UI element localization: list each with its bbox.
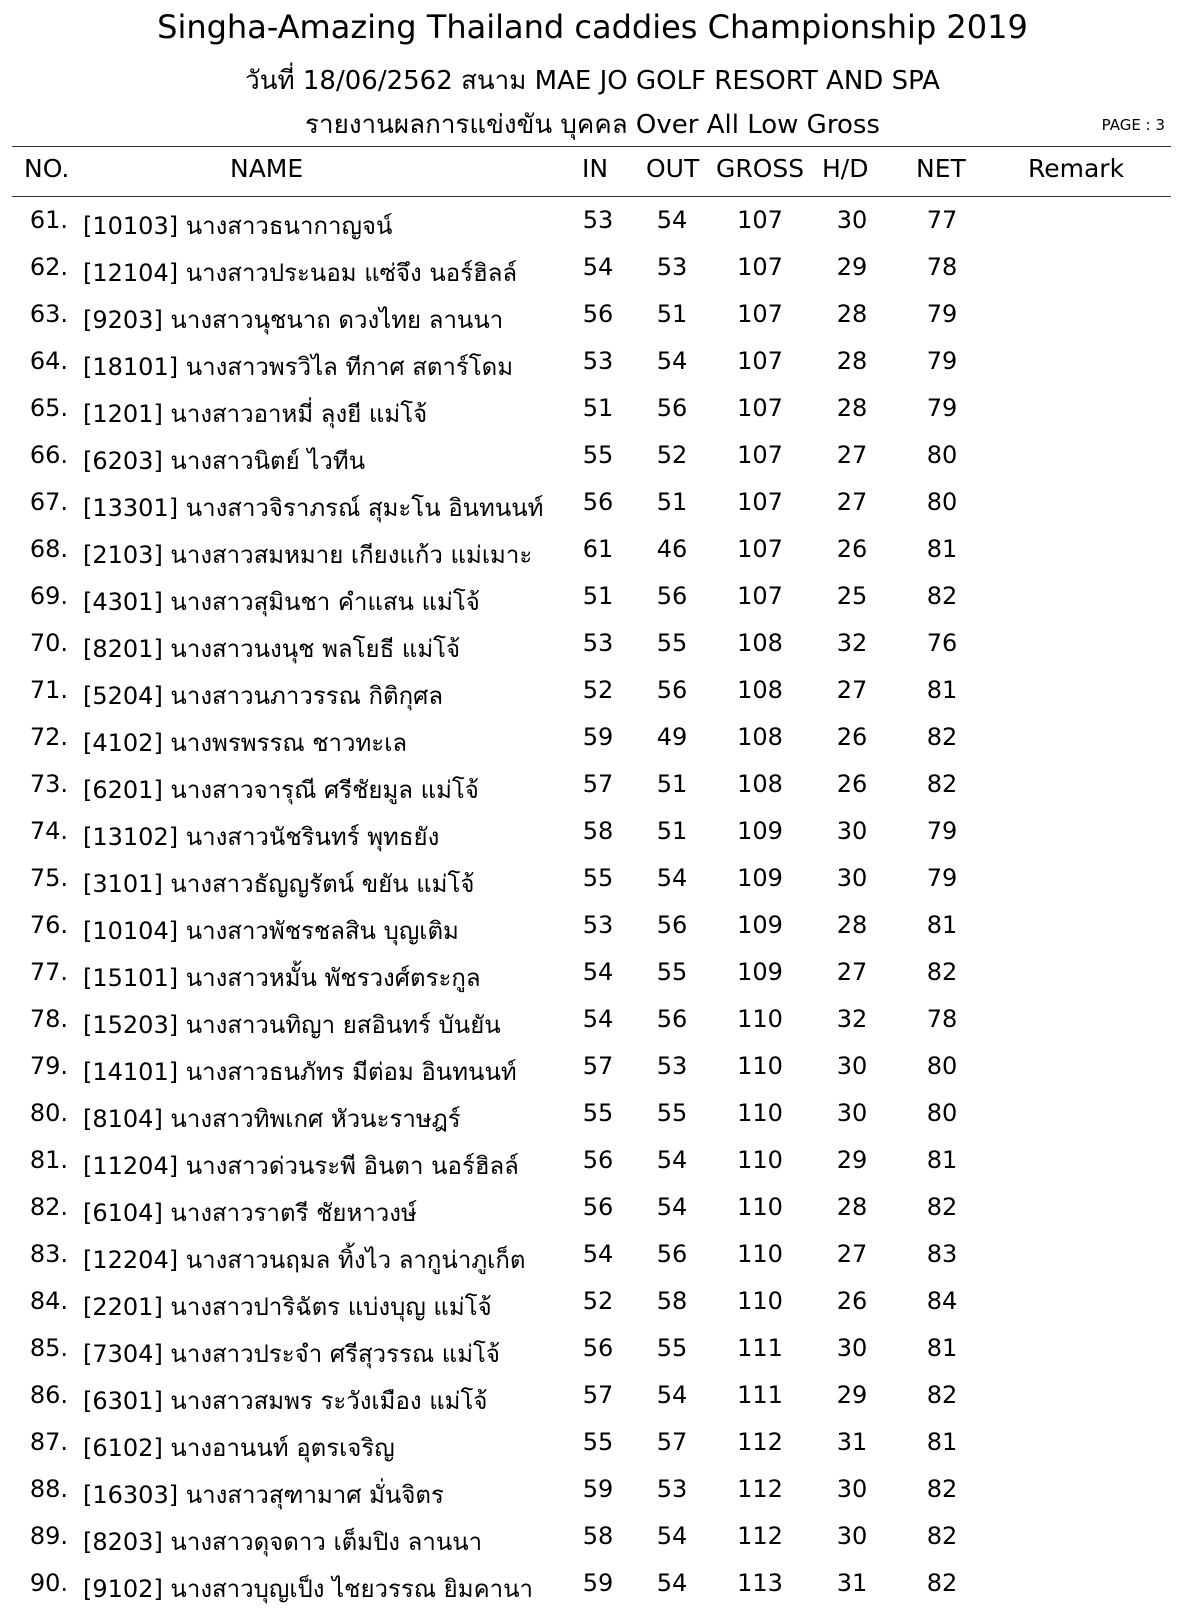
cell-hd: 28	[836, 347, 868, 375]
cell-in: 55	[582, 1099, 614, 1127]
cell-hd: 26	[836, 1287, 868, 1315]
cell-net: 81	[926, 676, 958, 704]
cell-no: 84.	[29, 1287, 68, 1315]
cell-no: 81.	[29, 1146, 68, 1174]
cell-gross: 107	[737, 488, 783, 516]
table-row	[0, 623, 1185, 670]
cell-out: 54	[656, 1522, 688, 1550]
cell-hd: 27	[836, 676, 868, 704]
cell-net: 78	[926, 1005, 958, 1033]
cell-no: 71.	[29, 676, 68, 704]
cell-out: 56	[656, 1240, 688, 1268]
cell-in: 56	[582, 1193, 614, 1221]
cell-out: 54	[656, 1146, 688, 1174]
cell-out: 53	[656, 253, 688, 281]
cell-net: 81	[926, 1146, 958, 1174]
cell-gross: 107	[737, 582, 783, 610]
cell-net: 80	[926, 1099, 958, 1127]
cell-gross: 109	[737, 911, 783, 939]
report-title: Singha-Amazing Thailand caddies Championship 2019	[157, 8, 1028, 46]
cell-name: [15203] นางสาวนทิญา ยสอินทร์ บันยัน	[83, 1011, 501, 1039]
table-row	[0, 576, 1185, 623]
cell-out: 55	[656, 958, 688, 986]
column-header-remark: Remark	[1028, 154, 1125, 183]
results-table	[0, 200, 1185, 1610]
cell-no: 61.	[29, 206, 68, 234]
cell-gross: 110	[737, 1146, 783, 1174]
table-row	[0, 482, 1185, 529]
table-row	[0, 247, 1185, 294]
table-row	[0, 670, 1185, 717]
cell-hd: 29	[836, 1381, 868, 1409]
cell-hd: 30	[836, 817, 868, 845]
cell-hd: 29	[836, 253, 868, 281]
cell-net: 79	[926, 347, 958, 375]
table-row	[0, 1563, 1185, 1610]
cell-name: [11204] นางสาวด่วนระพี อินตา นอร์ฮิลล์	[83, 1152, 519, 1180]
table-row	[0, 764, 1185, 811]
cell-out: 58	[656, 1287, 688, 1315]
column-header-gross: GROSS	[716, 154, 805, 183]
cell-in: 54	[582, 1240, 614, 1268]
cell-out: 56	[656, 676, 688, 704]
cell-out: 54	[656, 1381, 688, 1409]
cell-gross: 113	[737, 1569, 783, 1597]
cell-hd: 30	[836, 1475, 868, 1503]
cell-in: 53	[582, 347, 614, 375]
cell-out: 55	[656, 1334, 688, 1362]
cell-in: 51	[582, 582, 614, 610]
cell-in: 61	[582, 535, 614, 563]
cell-net: 76	[926, 629, 958, 657]
cell-name: [4301] นางสาวสุมินชา คำแสน แม่โจ้	[83, 588, 480, 616]
cell-out: 55	[656, 629, 688, 657]
cell-hd: 27	[836, 1240, 868, 1268]
cell-in: 55	[582, 864, 614, 892]
cell-out: 53	[656, 1475, 688, 1503]
cell-name: [8203] นางสาวดุจดาว เต็มปิง ลานนา	[83, 1528, 483, 1556]
cell-out: 54	[656, 206, 688, 234]
table-row	[0, 905, 1185, 952]
table-row	[0, 1422, 1185, 1469]
cell-gross: 112	[737, 1522, 783, 1550]
table-row	[0, 1516, 1185, 1563]
cell-hd: 26	[836, 535, 868, 563]
cell-no: 86.	[29, 1381, 68, 1409]
cell-gross: 109	[737, 958, 783, 986]
cell-out: 49	[656, 723, 688, 751]
cell-net: 79	[926, 300, 958, 328]
cell-gross: 108	[737, 629, 783, 657]
cell-gross: 108	[737, 676, 783, 704]
cell-name: [9203] นางสาวนุชนาถ ดวงไทย ลานนา	[83, 306, 504, 334]
cell-net: 82	[926, 1381, 958, 1409]
cell-in: 59	[582, 723, 614, 751]
column-header-in: IN	[582, 154, 609, 183]
cell-no: 85.	[29, 1334, 68, 1362]
table-row	[0, 999, 1185, 1046]
cell-in: 59	[582, 1475, 614, 1503]
cell-no: 65.	[29, 394, 68, 422]
cell-out: 56	[656, 1005, 688, 1033]
table-row	[0, 1093, 1185, 1140]
cell-gross: 110	[737, 1287, 783, 1315]
cell-no: 64.	[29, 347, 68, 375]
cell-net: 77	[926, 206, 958, 234]
cell-net: 82	[926, 1475, 958, 1503]
cell-name: [16303] นางสาวสุฑามาศ มั่นจิตร	[83, 1481, 444, 1509]
column-header-no: NO.	[24, 154, 70, 183]
cell-net: 81	[926, 911, 958, 939]
cell-hd: 30	[836, 1052, 868, 1080]
cell-in: 57	[582, 1381, 614, 1409]
cell-net: 81	[926, 1334, 958, 1362]
table-row	[0, 294, 1185, 341]
cell-hd: 27	[836, 488, 868, 516]
cell-name: [2201] นางสาวปาริฉัตร แบ่งบุญ แม่โจ้	[83, 1293, 492, 1321]
column-header-out: OUT	[646, 154, 700, 183]
cell-out: 57	[656, 1428, 688, 1456]
cell-in: 54	[582, 1005, 614, 1033]
table-row	[0, 952, 1185, 999]
cell-gross: 110	[737, 1240, 783, 1268]
cell-net: 79	[926, 394, 958, 422]
cell-in: 56	[582, 300, 614, 328]
cell-net: 82	[926, 1193, 958, 1221]
cell-no: 82.	[29, 1193, 68, 1221]
cell-in: 58	[582, 1522, 614, 1550]
cell-hd: 27	[836, 958, 868, 986]
cell-name: [14101] นางสาวธนภัทร มีต่อม อินทนนท์	[83, 1058, 517, 1086]
cell-in: 52	[582, 676, 614, 704]
cell-gross: 109	[737, 864, 783, 892]
cell-out: 54	[656, 1193, 688, 1221]
cell-gross: 107	[737, 535, 783, 563]
cell-no: 87.	[29, 1428, 68, 1456]
cell-net: 79	[926, 817, 958, 845]
cell-net: 80	[926, 1052, 958, 1080]
cell-no: 77.	[29, 958, 68, 986]
cell-net: 82	[926, 723, 958, 751]
cell-net: 84	[926, 1287, 958, 1315]
cell-net: 83	[926, 1240, 958, 1268]
table-row	[0, 1328, 1185, 1375]
cell-name: [12104] นางสาวประนอม แซ่จึง นอร์ฮิลล์	[83, 259, 518, 287]
cell-no: 76.	[29, 911, 68, 939]
cell-gross: 110	[737, 1193, 783, 1221]
cell-in: 57	[582, 1052, 614, 1080]
cell-gross: 110	[737, 1052, 783, 1080]
cell-no: 73.	[29, 770, 68, 798]
cell-net: 80	[926, 441, 958, 469]
cell-hd: 28	[836, 300, 868, 328]
cell-no: 68.	[29, 535, 68, 563]
cell-in: 55	[582, 1428, 614, 1456]
cell-no: 69.	[29, 582, 68, 610]
cell-in: 54	[582, 958, 614, 986]
cell-name: [6301] นางสาวสมพร ระวังเมือง แม่โจ้	[83, 1387, 488, 1415]
cell-name: [10104] นางสาวพัชรชลสิน บุญเติม	[83, 917, 459, 945]
cell-out: 51	[656, 488, 688, 516]
cell-in: 53	[582, 629, 614, 657]
cell-gross: 107	[737, 394, 783, 422]
cell-net: 81	[926, 535, 958, 563]
column-header-name: NAME	[230, 154, 304, 183]
table-row	[0, 1234, 1185, 1281]
cell-net: 81	[926, 1428, 958, 1456]
cell-no: 90.	[29, 1569, 68, 1597]
cell-in: 56	[582, 1146, 614, 1174]
table-row	[0, 1281, 1185, 1328]
cell-hd: 30	[836, 1522, 868, 1550]
cell-name: [6201] นางสาวจารุณี ศรีชัยมูล แม่โจ้	[83, 776, 479, 804]
cell-gross: 110	[737, 1005, 783, 1033]
table-row	[0, 200, 1185, 247]
cell-hd: 32	[836, 1005, 868, 1033]
cell-in: 56	[582, 488, 614, 516]
cell-name: [8104] นางสาวทิพเกศ หัวนะราษฎร์	[83, 1105, 461, 1133]
table-row	[0, 1140, 1185, 1187]
cell-name: [8201] นางสาวนงนุช พลโยธี แม่โจ้	[83, 635, 461, 663]
cell-gross: 108	[737, 723, 783, 751]
cell-gross: 111	[737, 1334, 783, 1362]
cell-out: 56	[656, 582, 688, 610]
cell-hd: 30	[836, 206, 868, 234]
cell-no: 67.	[29, 488, 68, 516]
cell-hd: 31	[836, 1428, 868, 1456]
report-name: รายงานผลการแข่งขัน บุคคล Over All Low Gross	[305, 110, 880, 140]
cell-no: 88.	[29, 1475, 68, 1503]
cell-gross: 109	[737, 817, 783, 845]
cell-no: 72.	[29, 723, 68, 751]
cell-hd: 31	[836, 1569, 868, 1597]
cell-in: 59	[582, 1569, 614, 1597]
column-header-hd: H/D	[822, 154, 869, 183]
cell-out: 56	[656, 911, 688, 939]
cell-hd: 26	[836, 723, 868, 751]
cell-hd: 30	[836, 1334, 868, 1362]
cell-gross: 107	[737, 206, 783, 234]
cell-net: 80	[926, 488, 958, 516]
cell-hd: 28	[836, 911, 868, 939]
cell-out: 51	[656, 817, 688, 845]
cell-name: [9102] นางสาวบุญเป็ง ไชยวรรณ ยิมคานา	[83, 1575, 533, 1603]
cell-out: 51	[656, 300, 688, 328]
header-top-divider	[12, 146, 1171, 147]
cell-in: 56	[582, 1334, 614, 1362]
cell-name: [1201] นางสาวอาหมี่ ลุงยี แม่โจ้	[83, 400, 428, 428]
cell-no: 79.	[29, 1052, 68, 1080]
cell-hd: 28	[836, 394, 868, 422]
cell-hd: 30	[836, 864, 868, 892]
cell-gross: 107	[737, 441, 783, 469]
report-subtitle: วันที่ 18/06/2562 สนาม MAE JO GOLF RESORT AND SPA	[245, 66, 940, 96]
cell-hd: 26	[836, 770, 868, 798]
cell-out: 53	[656, 1052, 688, 1080]
cell-out: 54	[656, 1569, 688, 1597]
table-row	[0, 388, 1185, 435]
cell-in: 53	[582, 206, 614, 234]
table-row	[0, 1187, 1185, 1234]
page-number: PAGE : 3	[1101, 116, 1165, 134]
table-row	[0, 435, 1185, 482]
cell-out: 55	[656, 1099, 688, 1127]
cell-in: 57	[582, 770, 614, 798]
cell-hd: 25	[836, 582, 868, 610]
cell-no: 80.	[29, 1099, 68, 1127]
cell-in: 54	[582, 253, 614, 281]
cell-no: 75.	[29, 864, 68, 892]
cell-hd: 29	[836, 1146, 868, 1174]
cell-hd: 27	[836, 441, 868, 469]
cell-name: [6203] นางสาวนิตย์ ไวทีน	[83, 447, 366, 475]
cell-name: [5204] นางสาวนภาวรรณ กิติกุศล	[83, 682, 444, 710]
cell-no: 70.	[29, 629, 68, 657]
cell-name: [13301] นางสาวจิราภรณ์ สุมะโน อินทนนท์	[83, 494, 544, 522]
cell-net: 79	[926, 864, 958, 892]
cell-no: 89.	[29, 1522, 68, 1550]
table-row	[0, 1469, 1185, 1516]
cell-out: 54	[656, 347, 688, 375]
cell-net: 82	[926, 958, 958, 986]
table-row	[0, 717, 1185, 764]
cell-hd: 30	[836, 1099, 868, 1127]
table-row	[0, 529, 1185, 576]
header-bottom-divider	[12, 196, 1171, 197]
cell-name: [18101] นางสาวพรวิไล ทีกาศ สตาร์โดม	[83, 353, 514, 381]
cell-name: [10103] นางสาวธนากาญจน์	[83, 212, 393, 240]
cell-no: 63.	[29, 300, 68, 328]
cell-hd: 28	[836, 1193, 868, 1221]
cell-out: 56	[656, 394, 688, 422]
cell-name: [12204] นางสาวนฤมล ทิ้งไว ลากูน่าภูเก็ต	[83, 1246, 526, 1274]
cell-in: 53	[582, 911, 614, 939]
cell-name: [2103] นางสาวสมหมาย เกียงแก้ว แม่เมาะ	[83, 541, 533, 569]
cell-out: 51	[656, 770, 688, 798]
table-row	[0, 811, 1185, 858]
cell-gross: 111	[737, 1381, 783, 1409]
cell-in: 51	[582, 394, 614, 422]
cell-hd: 32	[836, 629, 868, 657]
cell-gross: 112	[737, 1475, 783, 1503]
cell-name: [13102] นางสาวนัชรินทร์ พุทธยัง	[83, 823, 440, 851]
table-row	[0, 341, 1185, 388]
cell-name: [15101] นางสาวหมั้น พัชรวงศ์ตระกูล	[83, 964, 481, 992]
cell-net: 82	[926, 1522, 958, 1550]
cell-name: [6104] นางสาวราตรี ชัยหาวงษ์	[83, 1199, 417, 1227]
cell-net: 82	[926, 1569, 958, 1597]
column-header-net: NET	[916, 154, 966, 183]
cell-out: 52	[656, 441, 688, 469]
cell-no: 62.	[29, 253, 68, 281]
cell-gross: 108	[737, 770, 783, 798]
cell-no: 83.	[29, 1240, 68, 1268]
cell-gross: 107	[737, 347, 783, 375]
cell-gross: 107	[737, 300, 783, 328]
cell-net: 82	[926, 770, 958, 798]
cell-in: 58	[582, 817, 614, 845]
cell-gross: 110	[737, 1099, 783, 1127]
table-row	[0, 1046, 1185, 1093]
cell-name: [3101] นางสาวธัญญรัตน์ ขยัน แม่โจ้	[83, 870, 475, 898]
cell-name: [7304] นางสาวประจำ ศรีสุวรรณ แม่โจ้	[83, 1340, 500, 1368]
cell-name: [6102] นางอานนท์ อุตรเจริญ	[83, 1434, 395, 1462]
cell-out: 46	[656, 535, 688, 563]
cell-net: 78	[926, 253, 958, 281]
table-row	[0, 858, 1185, 905]
cell-gross: 107	[737, 253, 783, 281]
table-row	[0, 1375, 1185, 1422]
cell-in: 52	[582, 1287, 614, 1315]
cell-no: 78.	[29, 1005, 68, 1033]
cell-in: 55	[582, 441, 614, 469]
cell-out: 54	[656, 864, 688, 892]
cell-gross: 112	[737, 1428, 783, 1456]
cell-no: 66.	[29, 441, 68, 469]
cell-name: [4102] นางพรพรรณ ชาวทะเล	[83, 729, 408, 757]
cell-net: 82	[926, 582, 958, 610]
cell-no: 74.	[29, 817, 68, 845]
